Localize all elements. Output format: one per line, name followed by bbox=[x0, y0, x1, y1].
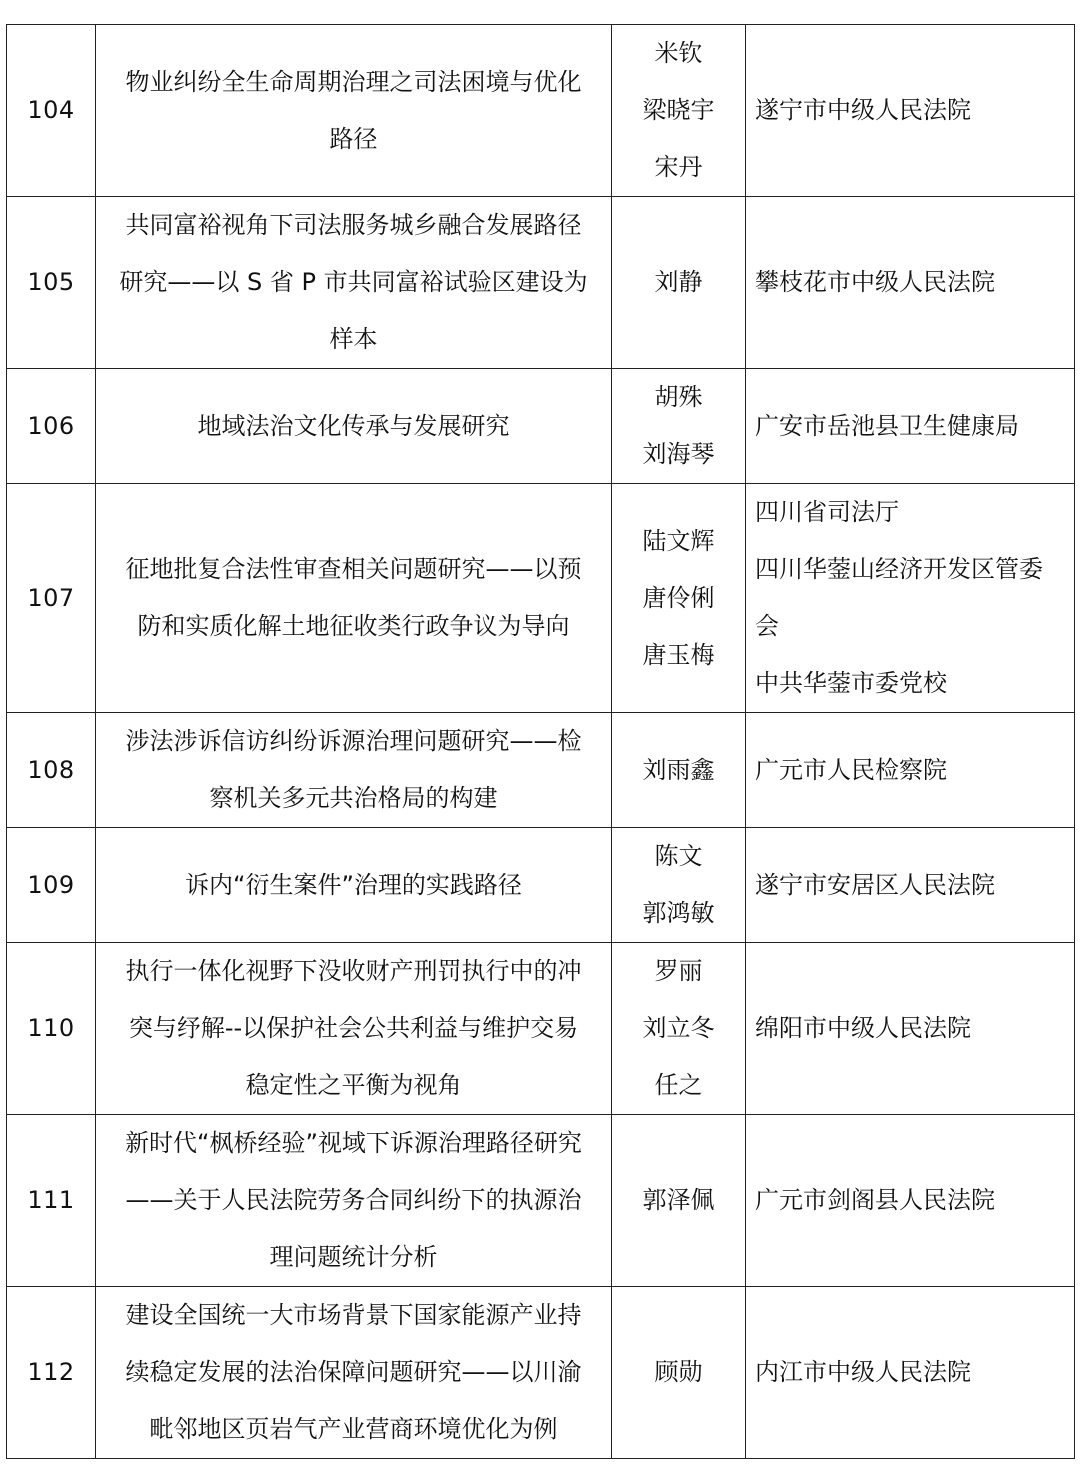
title-line: 物业纠纷全生命周期治理之司法困境与优化 bbox=[125, 67, 582, 96]
title-line: 防和实质化解土地征收类行政争议为导向 bbox=[137, 612, 570, 640]
organization bbox=[746, 369, 1075, 484]
organization bbox=[746, 1115, 1075, 1287]
table-row bbox=[7, 943, 1075, 1115]
author-name: 梁晓宇 bbox=[642, 96, 715, 124]
organization bbox=[746, 943, 1075, 1115]
title-line: 续稳定发展的法治保障问题研究——以川渝 bbox=[125, 1358, 582, 1386]
org-line: 遂宁市安居区人民法院 bbox=[755, 870, 995, 899]
organization bbox=[746, 197, 1075, 369]
author-name: 陈文 bbox=[654, 842, 703, 870]
title-line: 路径 bbox=[329, 124, 378, 153]
results-table bbox=[6, 24, 1075, 1459]
authors bbox=[612, 484, 746, 713]
org-line: 会 bbox=[755, 612, 779, 640]
row-number: 107 bbox=[7, 484, 96, 713]
title-line: 理问题统计分析 bbox=[269, 1243, 438, 1271]
authors bbox=[612, 828, 746, 943]
org-line: 绵阳市中级人民法院 bbox=[755, 1014, 971, 1042]
title-line: 涉法涉诉信访纠纷诉源治理问题研究——检 bbox=[125, 727, 582, 755]
author-name: 唐伶俐 bbox=[642, 583, 715, 612]
author-name: 宋丹 bbox=[654, 153, 703, 181]
paper-title bbox=[96, 1287, 612, 1459]
paper-title bbox=[96, 943, 612, 1115]
title-line: 新时代“枫桥经验”视域下诉源治理路径研究 bbox=[125, 1129, 582, 1157]
row-number: 110 bbox=[7, 943, 96, 1115]
table-row bbox=[7, 828, 1075, 943]
title-line: 样本 bbox=[329, 325, 378, 353]
title-line: 征地批复合法性审查相关问题研究——以预 bbox=[125, 555, 582, 583]
title-line: 建设全国统一大市场背景下国家能源产业持 bbox=[125, 1301, 582, 1329]
table-row bbox=[7, 369, 1075, 484]
author-name: 刘雨鑫 bbox=[642, 755, 715, 784]
author-name: 刘海琴 bbox=[642, 440, 715, 468]
table-row bbox=[7, 197, 1075, 369]
table-row bbox=[7, 1115, 1075, 1287]
author-name: 刘静 bbox=[654, 268, 703, 296]
organization bbox=[746, 713, 1075, 828]
title-line: 突与纾解--以保护社会公共利益与维护交易 bbox=[128, 1014, 579, 1042]
title-line: 执行一体化视野下没收财产刑罚执行中的冲 bbox=[125, 957, 582, 985]
org-line: 广元市剑阁县人民法院 bbox=[755, 1186, 995, 1214]
authors bbox=[612, 1287, 746, 1459]
paper-title bbox=[96, 1115, 612, 1287]
authors bbox=[612, 1115, 746, 1287]
organization bbox=[746, 484, 1075, 713]
title-line: 共同富裕视角下司法服务城乡融合发展路径 bbox=[125, 211, 582, 239]
author-name: 郭泽佩 bbox=[642, 1186, 715, 1214]
row-number: 112 bbox=[7, 1287, 96, 1459]
title-line: 研究——以 S 省 P 市共同富裕试验区建设为 bbox=[119, 268, 588, 296]
row-number: 111 bbox=[7, 1115, 96, 1287]
table-row bbox=[7, 484, 1075, 713]
org-line: 遂宁市中级人民法院 bbox=[755, 96, 971, 124]
authors bbox=[612, 713, 746, 828]
paper-title bbox=[96, 197, 612, 369]
author-name: 郭鸿敏 bbox=[642, 899, 715, 927]
org-line: 中共华蓥市委党校 bbox=[755, 669, 947, 697]
authors bbox=[612, 369, 746, 484]
org-line: 广元市人民检察院 bbox=[755, 755, 947, 784]
title-line: 地域法治文化传承与发展研究 bbox=[197, 411, 510, 440]
organization bbox=[746, 828, 1075, 943]
organization bbox=[746, 1287, 1075, 1459]
table-body bbox=[7, 25, 1075, 1459]
authors bbox=[612, 943, 746, 1115]
title-line: 稳定性之平衡为视角 bbox=[245, 1071, 462, 1099]
title-line: 诉内“衍生案件”治理的实践路径 bbox=[185, 870, 522, 899]
authors bbox=[612, 197, 746, 369]
row-number: 109 bbox=[7, 828, 96, 943]
title-line: 毗邻地区页岩气产业营商环境优化为例 bbox=[149, 1415, 558, 1443]
author-name: 胡殊 bbox=[654, 383, 703, 411]
paper-title bbox=[96, 484, 612, 713]
title-line: 察机关多元共治格局的构建 bbox=[209, 784, 498, 812]
row-number: 105 bbox=[7, 197, 96, 369]
org-line: 四川省司法厅 bbox=[755, 498, 899, 526]
paper-title bbox=[96, 25, 612, 197]
org-line: 广安市岳池县卫生健康局 bbox=[755, 411, 1019, 440]
author-name: 任之 bbox=[654, 1071, 703, 1099]
title-line: ——关于人民法院劳务合同纠纷下的执源治 bbox=[125, 1186, 582, 1214]
table-row bbox=[7, 1287, 1075, 1459]
row-number: 108 bbox=[7, 713, 96, 828]
table-row bbox=[7, 713, 1075, 828]
author-name: 顾勋 bbox=[654, 1358, 703, 1386]
author-name: 米钦 bbox=[654, 39, 703, 67]
paper-title bbox=[96, 713, 612, 828]
organization bbox=[746, 25, 1075, 197]
table-row bbox=[7, 25, 1075, 197]
author-name: 罗丽 bbox=[654, 957, 703, 985]
paper-title bbox=[96, 828, 612, 943]
row-number: 106 bbox=[7, 369, 96, 484]
authors bbox=[612, 25, 746, 197]
row-number: 104 bbox=[7, 25, 96, 197]
paper-title bbox=[96, 369, 612, 484]
org-line: 攀枝花市中级人民法院 bbox=[755, 268, 995, 296]
author-name: 刘立冬 bbox=[642, 1014, 715, 1042]
org-line: 内江市中级人民法院 bbox=[755, 1358, 971, 1386]
author-name: 陆文辉 bbox=[642, 526, 715, 555]
author-name: 唐玉梅 bbox=[642, 640, 715, 669]
org-line: 四川华蓥山经济开发区管委 bbox=[755, 555, 1043, 583]
